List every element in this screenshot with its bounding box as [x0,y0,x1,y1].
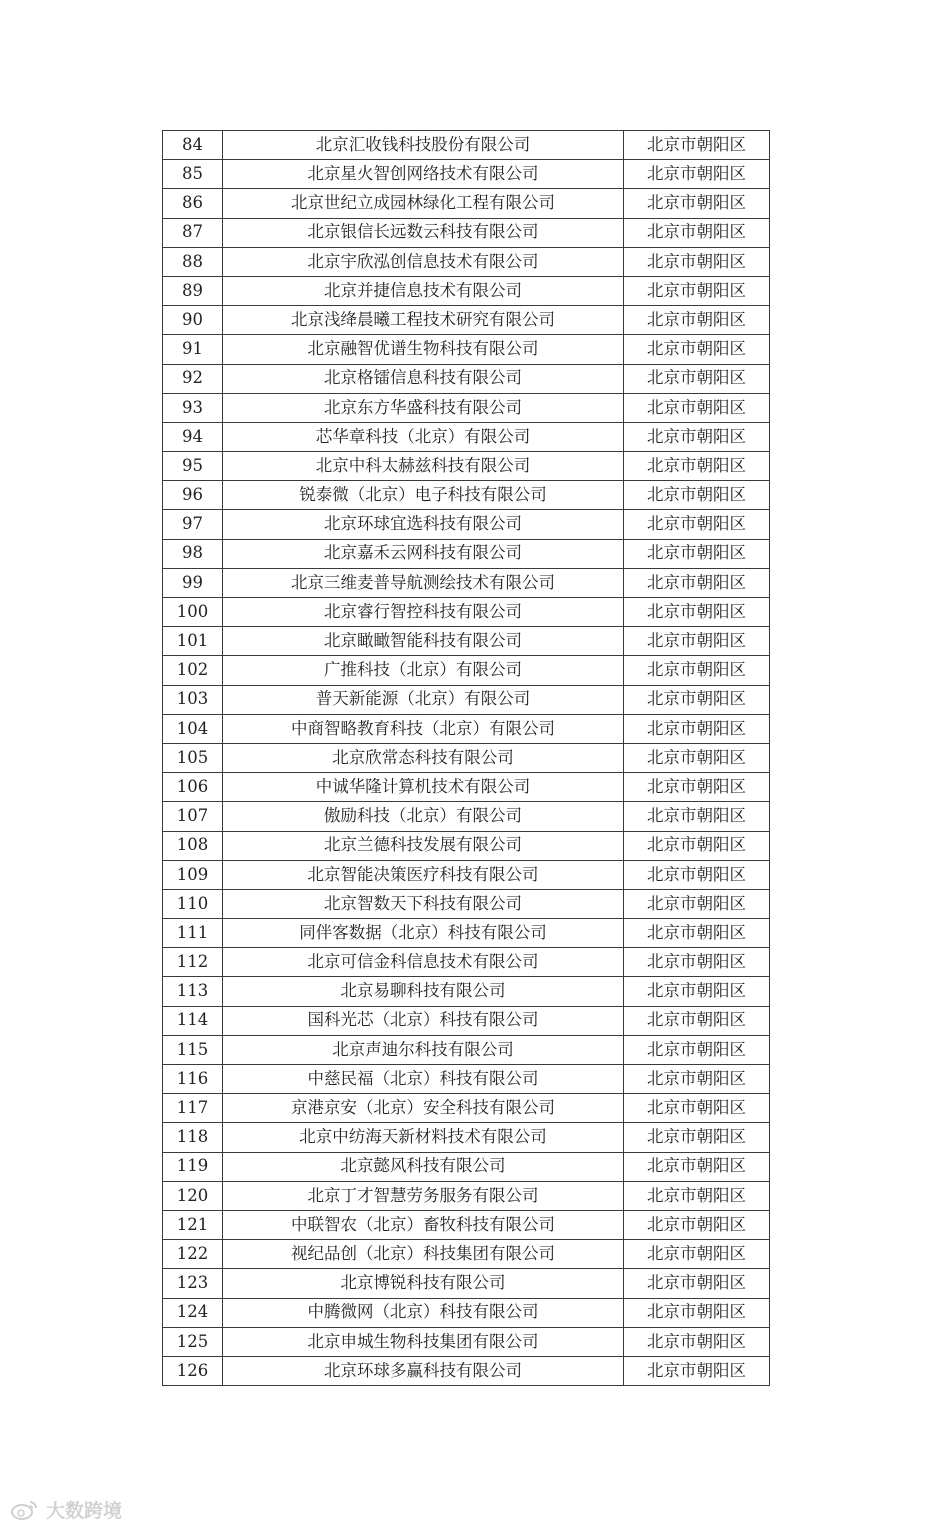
table-row [163,131,770,160]
company-name-cell: 北京世纪立成园林绿化工程有限公司 [223,189,624,218]
district-cell: 北京市朝阳区 [624,481,770,510]
company-name-cell: 锐泰微（北京）电子科技有限公司 [223,481,624,510]
district-cell: 北京市朝阳区 [624,422,770,451]
table-row [163,598,770,627]
district-cell: 北京市朝阳区 [624,598,770,627]
row-number-cell: 94 [163,422,223,451]
district-cell: 北京市朝阳区 [624,948,770,977]
district-cell: 北京市朝阳区 [624,1035,770,1064]
company-name-cell: 京港京安（北京）安全科技有限公司 [223,1094,624,1123]
district-cell: 北京市朝阳区 [624,1240,770,1269]
company-name-cell: 北京智能决策医疗科技有限公司 [223,860,624,889]
company-name-cell: 中商智略教育科技（北京）有限公司 [223,714,624,743]
company-name-cell: 北京懿风科技有限公司 [223,1152,624,1181]
company-name-cell: 普天新能源（北京）有限公司 [223,685,624,714]
district-cell: 北京市朝阳区 [624,1298,770,1327]
district-cell: 北京市朝阳区 [624,160,770,189]
district-cell: 北京市朝阳区 [624,860,770,889]
company-name-cell: 北京申城生物科技集团有限公司 [223,1327,624,1356]
table-row [163,481,770,510]
company-name-cell: 北京睿行智控科技有限公司 [223,598,624,627]
row-number-cell: 99 [163,568,223,597]
company-name-cell: 北京博锐科技有限公司 [223,1269,624,1298]
row-number-cell: 86 [163,189,223,218]
table-row [163,889,770,918]
district-cell: 北京市朝阳区 [624,218,770,247]
company-name-cell: 北京声迪尔科技有限公司 [223,1035,624,1064]
table-row [163,1152,770,1181]
district-cell: 北京市朝阳区 [624,685,770,714]
row-number-cell: 89 [163,276,223,305]
company-name-cell: 北京易聊科技有限公司 [223,977,624,1006]
table-row [163,1210,770,1239]
table-row [163,218,770,247]
row-number-cell: 105 [163,743,223,772]
district-cell: 北京市朝阳区 [624,1356,770,1385]
table-row [163,1298,770,1327]
district-cell: 北京市朝阳区 [624,1327,770,1356]
company-name-cell: 北京融智优谱生物科技有限公司 [223,335,624,364]
company-name-cell: 中慈民福（北京）科技有限公司 [223,1065,624,1094]
table-row [163,743,770,772]
table-row [163,247,770,276]
table-row [163,539,770,568]
company-name-cell: 北京格镭信息科技有限公司 [223,364,624,393]
row-number-cell: 113 [163,977,223,1006]
row-number-cell: 93 [163,393,223,422]
watermark [10,1496,122,1523]
row-number-cell: 122 [163,1240,223,1269]
row-number-cell: 84 [163,131,223,160]
district-cell: 北京市朝阳区 [624,247,770,276]
company-name-cell: 北京银信长远数云科技有限公司 [223,218,624,247]
table-row [163,802,770,831]
table-row [163,948,770,977]
watermark-text: 大数跨境 [46,1500,123,1522]
district-cell: 北京市朝阳区 [624,452,770,481]
row-number-cell: 124 [163,1298,223,1327]
table-row [163,1327,770,1356]
company-name-cell: 北京三维麦普导航测绘技术有限公司 [223,568,624,597]
table-row [163,1181,770,1210]
company-name-cell: 北京智数天下科技有限公司 [223,889,624,918]
row-number-cell: 98 [163,539,223,568]
row-number-cell: 110 [163,889,223,918]
district-cell: 北京市朝阳区 [624,1269,770,1298]
company-name-cell: 北京东方华盛科技有限公司 [223,393,624,422]
row-number-cell: 114 [163,1006,223,1035]
district-cell: 北京市朝阳区 [624,1065,770,1094]
row-number-cell: 121 [163,1210,223,1239]
company-name-cell: 北京欣常态科技有限公司 [223,743,624,772]
row-number-cell: 104 [163,714,223,743]
company-name-cell: 傲励科技（北京）有限公司 [223,802,624,831]
row-number-cell: 85 [163,160,223,189]
table-row [163,1006,770,1035]
row-number-cell: 102 [163,656,223,685]
company-name-cell: 中诚华隆计算机技术有限公司 [223,773,624,802]
company-name-cell: 视纪品创（北京）科技集团有限公司 [223,1240,624,1269]
row-number-cell: 119 [163,1152,223,1181]
district-cell: 北京市朝阳区 [624,568,770,597]
table-row [163,656,770,685]
table-row [163,1269,770,1298]
table-row [163,364,770,393]
row-number-cell: 108 [163,831,223,860]
row-number-cell: 116 [163,1065,223,1094]
row-number-cell: 95 [163,452,223,481]
row-number-cell: 100 [163,598,223,627]
table-row [163,685,770,714]
company-name-cell: 北京兰德科技发展有限公司 [223,831,624,860]
table-row [163,860,770,889]
district-cell: 北京市朝阳区 [624,276,770,305]
district-cell: 北京市朝阳区 [624,977,770,1006]
table-row [163,335,770,364]
company-name-cell: 广推科技（北京）有限公司 [223,656,624,685]
row-number-cell: 92 [163,364,223,393]
district-cell: 北京市朝阳区 [624,306,770,335]
company-name-cell: 北京可信金科信息技术有限公司 [223,948,624,977]
row-number-cell: 97 [163,510,223,539]
company-name-cell: 国科光芯（北京）科技有限公司 [223,1006,624,1035]
row-number-cell: 111 [163,919,223,948]
table-row [163,568,770,597]
district-cell: 北京市朝阳区 [624,919,770,948]
district-cell: 北京市朝阳区 [624,802,770,831]
district-cell: 北京市朝阳区 [624,1094,770,1123]
district-cell: 北京市朝阳区 [624,364,770,393]
district-cell: 北京市朝阳区 [624,539,770,568]
company-name-cell: 北京瞰瞰智能科技有限公司 [223,627,624,656]
district-cell: 北京市朝阳区 [624,627,770,656]
table-row [163,189,770,218]
row-number-cell: 125 [163,1327,223,1356]
row-number-cell: 91 [163,335,223,364]
row-number-cell: 120 [163,1181,223,1210]
company-name-cell: 芯华章科技（北京）有限公司 [223,422,624,451]
table-row [163,1123,770,1152]
district-cell: 北京市朝阳区 [624,393,770,422]
table-row [163,714,770,743]
table-row [163,422,770,451]
company-name-cell: 北京嘉禾云网科技有限公司 [223,539,624,568]
district-cell: 北京市朝阳区 [624,1210,770,1239]
district-cell: 北京市朝阳区 [624,656,770,685]
district-cell: 北京市朝阳区 [624,773,770,802]
table-row [163,977,770,1006]
table-row [163,510,770,539]
district-cell: 北京市朝阳区 [624,889,770,918]
row-number-cell: 88 [163,247,223,276]
row-number-cell: 101 [163,627,223,656]
table-row [163,1356,770,1385]
district-cell: 北京市朝阳区 [624,743,770,772]
table-row [163,1065,770,1094]
table-row [163,773,770,802]
company-name-cell: 中腾微网（北京）科技有限公司 [223,1298,624,1327]
row-number-cell: 109 [163,860,223,889]
table-row [163,452,770,481]
row-number-cell: 126 [163,1356,223,1385]
company-list-body [163,131,770,1386]
row-number-cell: 90 [163,306,223,335]
table-row [163,627,770,656]
company-name-cell: 北京环球宜选科技有限公司 [223,510,624,539]
district-cell: 北京市朝阳区 [624,714,770,743]
company-name-cell: 同伴客数据（北京）科技有限公司 [223,919,624,948]
table-row [163,831,770,860]
company-name-cell: 北京丁才智慧劳务服务有限公司 [223,1181,624,1210]
district-cell: 北京市朝阳区 [624,131,770,160]
company-name-cell: 北京宇欣泓创信息技术有限公司 [223,247,624,276]
row-number-cell: 117 [163,1094,223,1123]
weibo-logo-icon [10,1499,40,1521]
company-name-cell: 北京中纺海天新材料技术有限公司 [223,1123,624,1152]
company-name-cell: 北京环球多赢科技有限公司 [223,1356,624,1385]
district-cell: 北京市朝阳区 [624,1123,770,1152]
company-name-cell: 北京并捷信息技术有限公司 [223,276,624,305]
district-cell: 北京市朝阳区 [624,1152,770,1181]
company-name-cell: 中联智农（北京）畜牧科技有限公司 [223,1210,624,1239]
row-number-cell: 107 [163,802,223,831]
row-number-cell: 87 [163,218,223,247]
row-number-cell: 123 [163,1269,223,1298]
table-row [163,393,770,422]
table-row [163,919,770,948]
row-number-cell: 106 [163,773,223,802]
table-row [163,276,770,305]
district-cell: 北京市朝阳区 [624,189,770,218]
district-cell: 北京市朝阳区 [624,335,770,364]
row-number-cell: 96 [163,481,223,510]
table-row [163,1240,770,1269]
company-name-cell: 北京汇收钱科技股份有限公司 [223,131,624,160]
row-number-cell: 103 [163,685,223,714]
row-number-cell: 115 [163,1035,223,1064]
district-cell: 北京市朝阳区 [624,1006,770,1035]
district-cell: 北京市朝阳区 [624,1181,770,1210]
row-number-cell: 112 [163,948,223,977]
table-row [163,160,770,189]
table-row [163,1094,770,1123]
company-name-cell: 北京星火智创网络技术有限公司 [223,160,624,189]
district-cell: 北京市朝阳区 [624,510,770,539]
table-row [163,1035,770,1064]
company-name-cell: 北京中科太赫兹科技有限公司 [223,452,624,481]
company-list-table [162,130,770,1386]
row-number-cell: 118 [163,1123,223,1152]
table-row [163,306,770,335]
district-cell: 北京市朝阳区 [624,831,770,860]
company-name-cell: 北京浅绛晨曦工程技术研究有限公司 [223,306,624,335]
